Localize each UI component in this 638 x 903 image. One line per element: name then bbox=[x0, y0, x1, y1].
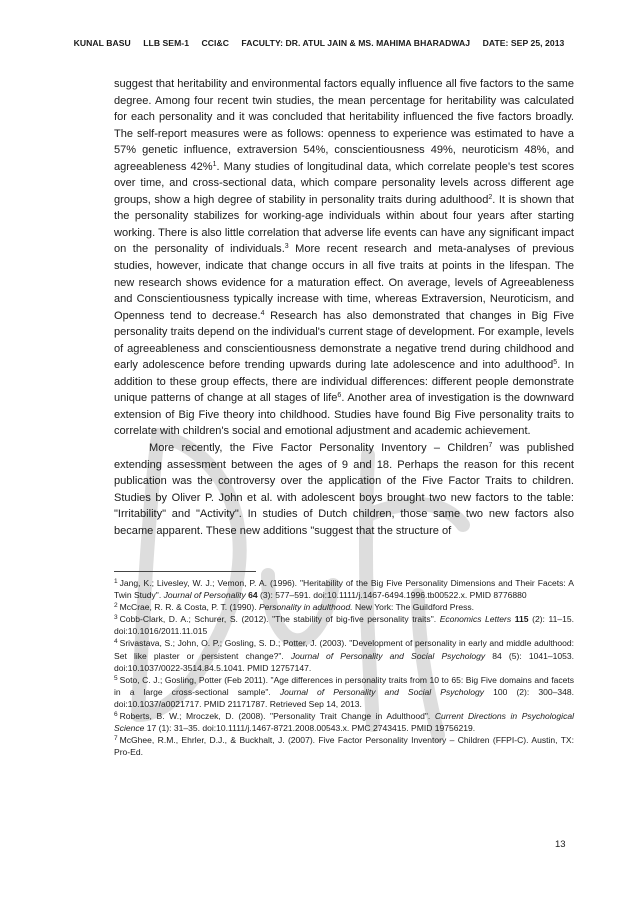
footnote-text: 84 (5): 1041–1053. doi:10.1037/0022-3514.84.5.1041. PMID 12757147. bbox=[114, 650, 574, 673]
footnote-text: (3): 577–591. doi:10.1111/j.1467-6494.1996.tb00522.x. PMID 8776880 bbox=[257, 590, 527, 601]
header-course: LLB SEM-1 bbox=[143, 38, 190, 48]
footnote-text: (2): 11–15. doi:10.1016/2011.11.015 bbox=[114, 614, 574, 637]
footnote-separator bbox=[114, 571, 256, 572]
header-author: KUNAL BASU bbox=[73, 38, 131, 48]
footnote-3 bbox=[114, 613, 574, 637]
footnote-ref[interactable]: 1 bbox=[212, 160, 217, 168]
book-title: Personality in adulthood. bbox=[258, 602, 353, 613]
text-run: More recent research and meta-analyses of previous studies, however, indicate that change occurs in all five traits at points in the lifespan. The new research shows evidence for a maturation effect. On average, levels of Agreeableness and Conscientiousness typically increase with time, whereas Extraversion, Neuroticism, and Openness tend to decrease. bbox=[114, 243, 574, 322]
text-run: Research has also demonstrated that changes in Big Five personality traits depend on the individual's current stage of development. For example, levels of agreeableness and conscientiousness demonstrate a negative trend during childhood and early adolescence before trending upwards during late adolescence and into adulthood bbox=[114, 309, 574, 372]
footnote-number: 6 bbox=[114, 711, 118, 719]
footnote-text: Soto, C. J.; Gosling, Potter (Feb 2011). "Age differences in personality traits from 10 to 65: Big Five domains and facets in a large cross-sectional sample". bbox=[114, 674, 574, 697]
footnote-number: 5 bbox=[114, 674, 118, 682]
footnote-text: Cobb-Clark, D. A.; Schurer, S. (2012). "The stability of big-five personality traits". bbox=[119, 614, 440, 625]
text-run: suggest that heritability and environmental factors equally influence all five factors to the same degree. Among four recent twin studies, the mean percentage for heritability was calculated for each personality and it was concluded that heritability influenced the five factors broadly. The self-report measures were as follows: openness to experience was estimated to have a 57% genetic influence, extraversion 54%, conscientiousness 49%, neuroticism 48%, and agreeableness 42% bbox=[114, 78, 574, 173]
text-run: was published extending assessment between the ages of 9 and 18. Perhaps the reason for this recent publication was the controversy over the application of the Five Factor Traits to children. Studies by Oliver P. John et al. with adolescent boys brought two new factors to the table: "Irritability" and "Activity". In studies of Dutch children, those same two new factors also became apparent. These new additions "suggest that the structure of bbox=[114, 442, 574, 537]
paragraph-1 bbox=[114, 76, 574, 440]
footnote-text: Srivastava, S.; John, O. P.; Gosling, S. D.; Potter, J. (2003). "Development of personality in early and middle adulthood: Set like plaster or persistent change?". bbox=[114, 638, 574, 661]
header-subject: CCI&C bbox=[201, 38, 229, 48]
journal-title: Journal of Personality and Social Psychology bbox=[279, 686, 484, 697]
footnote-text: McGhee, R.M., Ehrler, D.J., & Buckhalt, J. (2007). Five Factor Personality Inventory – Children (FFPI-C). Austin, TX: Pro-Ed. bbox=[114, 735, 574, 758]
text-run: . In addition to these group effects, there are individual differences: different people demonstrate unique patterns of change at all stages of life bbox=[114, 359, 574, 405]
footnote-text: 100 (2): 300–348. doi:10.1037/a0021717. PMID 21171787. Retrieved Sep 14, 2013. bbox=[114, 686, 575, 709]
footnote-1 bbox=[114, 577, 574, 601]
journal-title: Journal of Personality and Social Psychology bbox=[290, 650, 486, 661]
journal-volume: 64 bbox=[248, 590, 258, 601]
page-header bbox=[0, 38, 638, 48]
header-faculty: FACULTY: DR. ATUL JAIN & MS. MAHIMA BHARADWAJ bbox=[241, 38, 471, 48]
text-run: More recently, the Five Factor Personality Inventory – Children bbox=[149, 442, 489, 455]
paragraph-2 bbox=[114, 440, 574, 539]
footnote-text: Roberts, B. W.; Mroczek, D. (2008). "Personality Trait Change in Adulthood". bbox=[119, 711, 435, 722]
footnote-text: McCrae, R. R. & Costa, P. T. (1990). bbox=[119, 602, 259, 613]
footnote-7 bbox=[114, 734, 574, 758]
footnote-2 bbox=[114, 601, 574, 613]
footnote-text: New York: The Guildford Press. bbox=[352, 602, 475, 613]
footnote-number: 7 bbox=[114, 735, 118, 743]
journal-volume: 115 bbox=[514, 614, 529, 625]
text-run: . Another area of investigation is the downward extension of Big Five theory into childhood. Studies have found Big Five personality traits to correlate with children's social and emotional adjustment and academic achievement. bbox=[114, 392, 574, 438]
footnote-ref[interactable]: 3 bbox=[284, 243, 289, 251]
text-run: . It is shown that the personality stabilizes for working-age individuals within about four years after starting working. There is also little correlation that adverse life events can have any significant impact on the personality of individuals. bbox=[114, 193, 574, 256]
footnote-5 bbox=[114, 674, 574, 710]
footnote-ref[interactable]: 5 bbox=[553, 359, 558, 367]
header-date: DATE: SEP 25, 2013 bbox=[482, 38, 565, 48]
footnote-text: Jang, K.; Livesley, W. J.; Vemon, P. A. (1996). "Heritability of the Big Five Personality Dimensions and Their Facets: A Twin Study". bbox=[114, 578, 574, 601]
text-run: . Many studies of longitudinal data, which correlate people's test scores over time, and cross-sectional data, which compare personality levels across different age groups, show a high degree of stability in personality traits during adulthood bbox=[114, 160, 574, 206]
footnote-ref[interactable]: 7 bbox=[488, 442, 493, 450]
footnote-4 bbox=[114, 637, 574, 673]
footnote-ref[interactable]: 6 bbox=[337, 392, 342, 400]
footnote-text: 17 (1): 31–35. doi:10.1111/j.1467-8721.2008.00543.x. PMC 2743415. PMID 19756219. bbox=[144, 723, 476, 734]
page-number: 13 bbox=[555, 839, 566, 850]
journal-title: Economics Letters bbox=[439, 614, 512, 625]
footnote-6 bbox=[114, 710, 574, 734]
footnote-ref[interactable]: 2 bbox=[488, 193, 493, 201]
footnote-number: 1 bbox=[114, 578, 118, 585]
footnote-ref[interactable]: 4 bbox=[260, 309, 265, 317]
footnote-number: 2 bbox=[114, 602, 118, 610]
journal-title: Journal of Personality bbox=[163, 590, 246, 601]
footnotes bbox=[114, 577, 574, 758]
body-text bbox=[114, 76, 574, 539]
footnote-number: 3 bbox=[114, 614, 118, 622]
footnote-number: 4 bbox=[114, 638, 118, 646]
journal-title: Current Directions in Psychological Science bbox=[114, 711, 574, 734]
